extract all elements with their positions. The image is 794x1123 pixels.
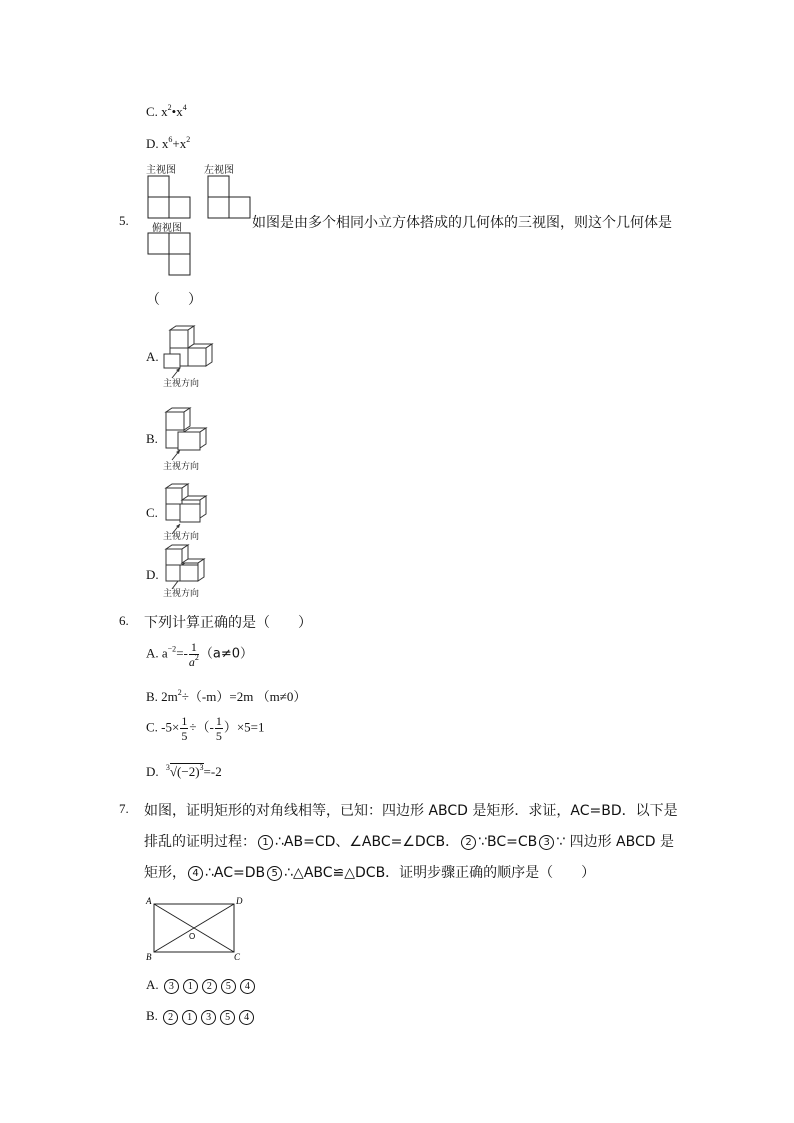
- top-view-label: 俯视图: [152, 223, 182, 234]
- q7-line2: 排乱的证明过程： 1 ∴AB=CD、∠ABC=∠DCB． 2 ∵BC=CB 3 ∵ 四边形 ABCD 是: [144, 834, 674, 850]
- q5-number: 5.: [119, 213, 129, 228]
- q6-option-c: C. -5× $\frac{1}{5}$ ÷（- $\frac{1}{5}$ ）×5=1: [146, 714, 265, 743]
- vertex-d: D: [236, 896, 243, 906]
- rectangle-figure: [144, 894, 248, 962]
- q6-stem: 下列计算正确的是（ ）: [144, 615, 312, 631]
- top-view: [146, 231, 194, 279]
- q5-option-d-caption: 主视方向: [163, 589, 200, 599]
- q5-paren: （ ）: [146, 292, 202, 308]
- left-view-label: 左视图: [204, 165, 234, 176]
- front-left-views: [146, 174, 256, 220]
- q4-option-c: C. $x^2•x^4$: [146, 103, 187, 119]
- q5-option-a-figure: [160, 324, 216, 380]
- q5-stem: 如图是由多个相同小立方体搭成的几何体的三视图，则这个几何体是: [252, 215, 672, 231]
- q5-option-a-label: A.: [146, 349, 159, 364]
- q7-number: 7.: [119, 801, 129, 816]
- q7-option-b: B. 2 1 3 5 4: [146, 1008, 256, 1025]
- vertex-a: A: [146, 896, 152, 906]
- q6-option-b: B. $2m^2\div(-m)=2m$ （m≠0）: [146, 688, 307, 704]
- q5-option-c-caption: 主视方向: [163, 532, 200, 542]
- q5-option-b-caption: 主视方向: [163, 462, 200, 472]
- center-o: O: [189, 932, 196, 941]
- q4-option-d: D. $x^6+x^2$: [146, 135, 191, 151]
- q7-option-a: A. 3 1 2 5 4: [146, 977, 257, 994]
- q5-option-c-label: C.: [146, 505, 158, 520]
- vertex-b: B: [146, 952, 152, 962]
- q7-line1: 如图，证明矩形的对角线相等，已知：四边形 ABCD 是矩形．求证，AC=BD．以下是: [144, 803, 678, 819]
- q5-option-d-figure: [160, 543, 216, 589]
- vertex-c: C: [234, 952, 241, 962]
- q5-option-a-caption: 主视方向: [163, 379, 200, 389]
- q6-number: 6.: [119, 613, 129, 628]
- q5-option-d-label: D.: [146, 567, 159, 582]
- front-view-label: 主视图: [146, 165, 176, 176]
- q5-option-b-label: B.: [146, 431, 158, 446]
- q7-line3: 矩形， 4 ∴AC=DB 5 ∴△ABC≌△DCB．证明步骤正确的顺序是（ ）: [144, 865, 596, 881]
- q5-option-b-figure: [160, 406, 216, 462]
- q6-option-a: A. $a^{-2}=-$ $\frac{1}{a^2}$ （a≠0）: [146, 640, 253, 669]
- q6-option-d: D. $^3√(-2)^3=-2$: [146, 763, 222, 779]
